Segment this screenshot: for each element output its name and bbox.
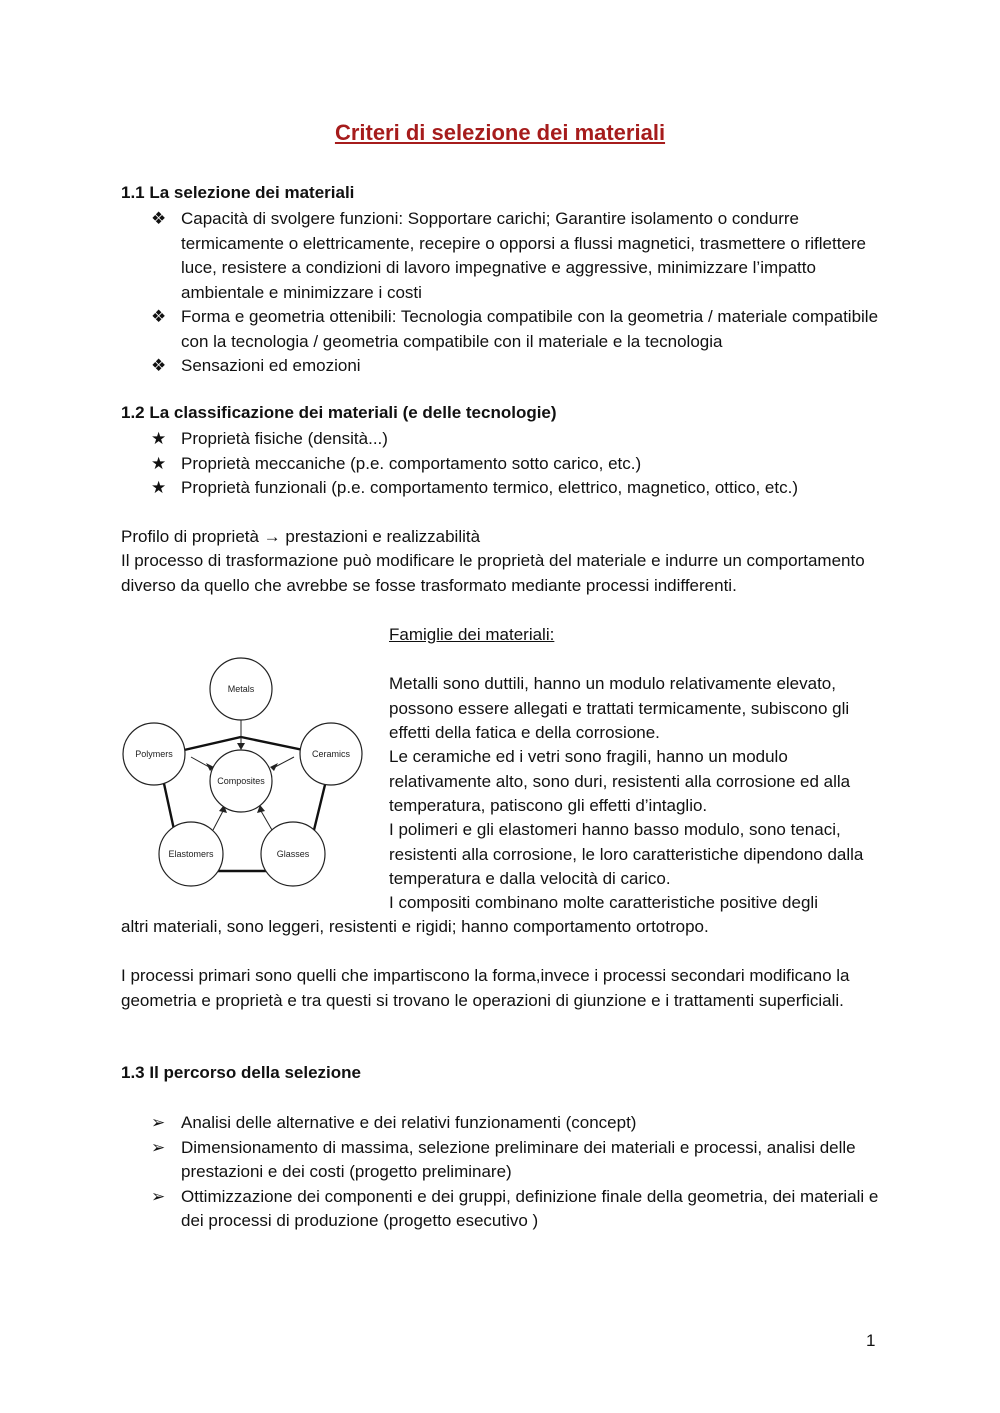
section-2-list — [121, 427, 881, 501]
ceramics-paragraph: Le ceramiche ed i vetri sono fragili, hanno un modulo relativamente alto, sono duri, resistenti alla corrosione ed alla temperatura, patiscono gli effetti d’intaglio. — [389, 747, 851, 815]
families-heading: Famiglie dei materiali: — [389, 625, 555, 644]
arrowhead-bullet-icon: ➢ — [151, 1113, 166, 1132]
process-paragraph: Il processo di trasformazione può modificare le proprietà del materiale e indurre un comportamento diverso da quello che avrebbe se fosse trasformato mediante processi indifferenti. — [121, 551, 865, 595]
list-item: ➢ Dimensionamento di massima, selezione preliminare dei materiali e processi, analisi delle prestazioni e dei costi (progetto preliminare) — [151, 1137, 856, 1181]
diamond-bullet-icon: ❖ — [151, 209, 167, 228]
composites-label: Composites — [217, 776, 265, 786]
arrow-elastomers — [213, 811, 223, 830]
arrowhead-bullet-icon: ➢ — [151, 1186, 166, 1206]
metals-label: Metals — [227, 684, 255, 694]
list-item: ★ Proprietà meccaniche (p.e. comportamento sotto carico, etc.) — [121, 452, 881, 477]
arrow-glasses — [261, 811, 272, 830]
list-item: ★ Proprietà funzionali (p.e. comportamento termico, elettrico, magnetico, ottico, etc.) — [121, 476, 881, 501]
page-number: 1 — [866, 1331, 876, 1350]
material-families-diagram — [120, 647, 370, 892]
star-bullet-icon: ★ — [151, 453, 167, 473]
composites-paragraph: I compositi combinano molte caratteristiche positive degli — [389, 893, 818, 912]
arrow-ceramics — [275, 757, 294, 767]
diamond-bullet-icon: ❖ — [151, 356, 167, 375]
ceramics-label: Ceramics — [311, 749, 351, 759]
section-3-list — [121, 1111, 881, 1234]
section-1-list — [121, 207, 881, 379]
elastomers-label: Elastomers — [168, 849, 214, 859]
diamond-bullet-icon: ❖ — [151, 307, 167, 326]
list-item: ❖ Capacità di svolgere funzioni: Sopportare carichi; Garantire isolamento o condurre termicamente o elettricamente, recepire o opporsi a flussi magnetici, trasmettere o riflettere luce, resistere a condizioni di lavoro impegnative e aggressive, minimizzare l’impatto ambientale e minimizzare i costi — [151, 209, 867, 302]
star-bullet-icon: ★ — [151, 429, 167, 448]
list-item: ➢ Ottimizzazione dei componenti e dei gruppi, definizione finale della geometria, dei materiali e dei processi di produzione (progetto esecutivo ) — [151, 1186, 879, 1230]
list-item: ★ Proprietà fisiche (densità...) — [121, 427, 881, 452]
composites-paragraph-cont: altri materiali, sono leggeri, resistenti e rigidi; hanno comportamento ortotropo. — [121, 917, 709, 936]
arrowhead-bullet-icon: ➢ — [151, 1137, 166, 1157]
polymers-paragraph: I polimeri e gli elastomeri hanno basso modulo, sono tenaci, resistenti alla corrosione, le loro caratteristiche dipendono dalla temperatura e dalla velocità di carico. — [389, 820, 864, 888]
section-3-heading: 1.3 Il percorso della selezione — [121, 1063, 361, 1082]
polymers-label: Polymers — [135, 749, 173, 759]
list-item: ❖ Forma e geometria ottenibili: Tecnologia compatibile con la geometria / materiale compatibile con la tecnologia / geometria compatibile con il materiale e la tecnologia — [151, 307, 879, 351]
metals-paragraph: Metalli sono duttili, hanno un modulo relativamente elevato, possono essere allegati e trattati termicamente, subiscono gli effetti della fatica e della corrosione. — [389, 674, 850, 742]
document-title: Criteri di selezione dei materiali — [334, 120, 666, 145]
glasses-label: Glasses — [276, 849, 310, 859]
list-item: ❖ Sensazioni ed emozioni — [121, 354, 881, 379]
arrow-polymers — [191, 757, 209, 767]
section-2-heading: 1.2 La classificazione dei materiali (e delle tecnologie) — [121, 403, 557, 422]
list-item: ➢ Analisi delle alternative e dei relativi funzionamenti (concept) — [121, 1111, 881, 1136]
star-bullet-icon: ★ — [151, 478, 167, 497]
section-1-heading: 1.1 La selezione dei materiali — [121, 183, 355, 202]
primary-secondary-paragraph: I processi primari sono quelli che impartiscono la forma,invece i processi secondari modificano la geometria e proprietà e tra questi si trovano le operazioni di giunzione e i trattamenti superficiali. — [121, 966, 850, 1010]
profile-line: Profilo di proprietà → prestazioni e realizzabilità — [121, 527, 481, 546]
